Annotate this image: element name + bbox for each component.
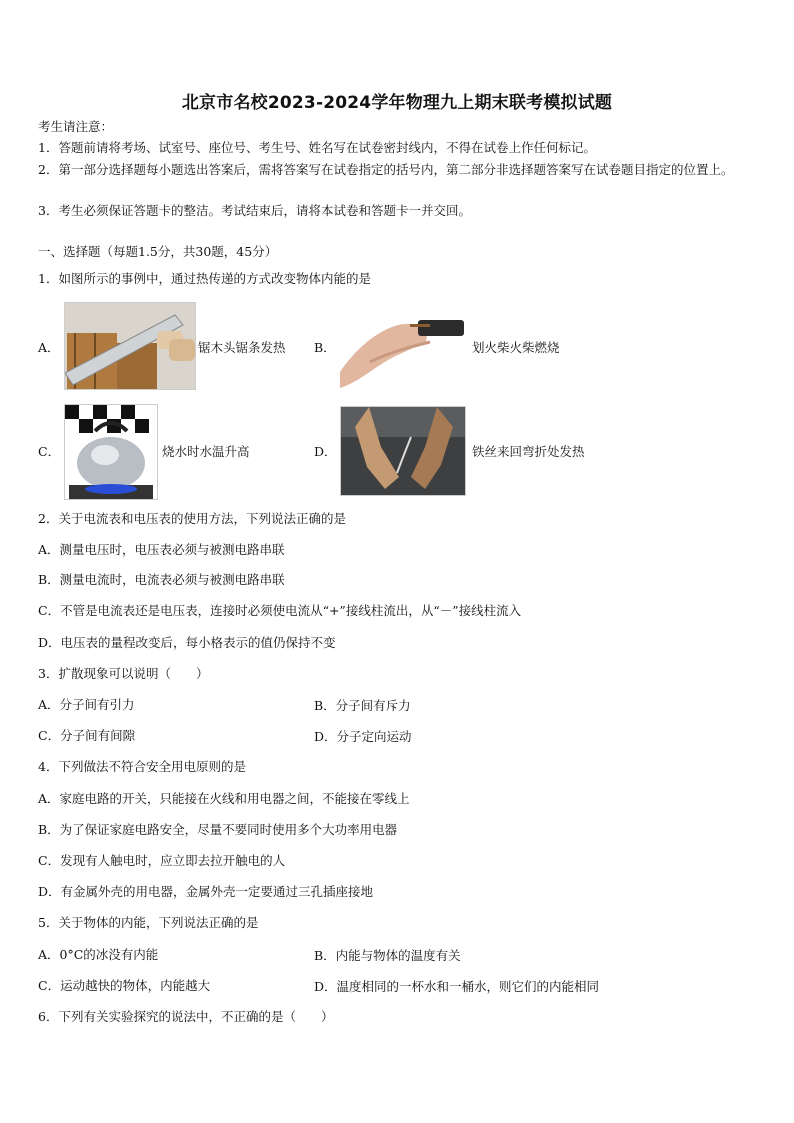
page-title: 北京市名校2023-2024学年物理九上期末联考模拟试题: [181, 93, 613, 113]
q5-option-d: D．温度相同的一杯水和一桶水，则它们的内能相同: [314, 979, 600, 994]
q2-stem: 2．关于电流表和电压表的使用方法，下列说法正确的是: [38, 511, 346, 526]
q1-option-a-label: A．: [38, 340, 60, 355]
q2-option-a: A．测量电压时，电压表必须与被测电路串联: [38, 542, 285, 557]
notice-heading: 考生请注意：: [38, 119, 114, 134]
q3-option-c: C．分子间有间隙: [38, 728, 136, 743]
q1-stem: 1．如图所示的事例中，通过热传递的方式改变物体内能的是: [38, 271, 371, 286]
match-strike-image: [340, 302, 466, 388]
q5-option-b: B．内能与物体的温度有关: [314, 948, 461, 963]
q4-option-d: D．有金属外壳的用电器，金属外壳一定要通过三孔插座接地: [38, 884, 374, 899]
q6-stem: 6．下列有关实验探究的说法中，不正确的是（ ）: [38, 1009, 334, 1024]
q2-option-c: C．不管是电流表还是电压表，连接时必须使电流从“+”接线柱流出，从“－”接线柱流入: [38, 603, 522, 618]
q4-option-c: C．发现有人触电时，应立即去拉开触电的人: [38, 853, 286, 868]
q4-option-b: B．为了保证家庭电路安全，尽量不要同时使用多个大功率用电器: [38, 822, 398, 837]
q1-option-b-caption: 划火柴火柴燃烧: [472, 340, 560, 355]
notice-item-1: 1．答题前请将考场、试室号、座位号、考生号、姓名写在试卷密封线内，不得在试卷上作任何标记。: [38, 140, 596, 155]
kettle-boiling-image: [64, 404, 158, 500]
q3-stem: 3．扩散现象可以说明（ ）: [38, 666, 209, 681]
q1-option-d-label: D．: [314, 444, 337, 459]
q5-stem: 5．关于物体的内能，下列说法正确的是: [38, 915, 259, 930]
q1-option-a-caption: 锯木头锯条发热: [198, 340, 286, 355]
q2-option-b: B．测量电流时，电流表必须与被测电路串联: [38, 572, 285, 587]
notice-item-2: 2．第一部分选择题每小题选出答案后，需将答案写在试卷指定的括号内，第二部分非选择题答案写在试卷题目指定的位置上。: [38, 162, 734, 177]
q3-option-a: A．分子间有引力: [38, 697, 135, 712]
q2-option-d: D．电压表的量程改变后，每小格表示的值仍保持不变: [38, 635, 336, 650]
q1-option-b-label: B．: [314, 340, 336, 355]
q3-option-d: D．分子定向运动: [314, 729, 412, 744]
q4-option-a: A．家庭电路的开关，只能接在火线和用电器之间，不能接在零线上: [38, 791, 410, 806]
q5-option-c: C．运动越快的物体，内能越大: [38, 978, 211, 993]
q5-option-a: A．0°C的冰没有内能: [38, 947, 159, 962]
q1-option-d-caption: 铁丝来回弯折处发热: [472, 444, 585, 459]
q3-option-b: B．分子间有斥力: [314, 698, 411, 713]
q1-option-c-label: C．: [38, 444, 61, 459]
section-heading: 一、选择题（每题1.5分，共30题，45分）: [38, 244, 278, 259]
wire-bending-image: [340, 406, 466, 496]
q1-option-c-caption: 烧水时水温升高: [162, 444, 250, 459]
saw-wood-image: [64, 302, 196, 390]
notice-item-3: 3．考生必须保证答题卡的整洁。考试结束后，请将本试卷和答题卡一并交回。: [38, 203, 471, 218]
q4-stem: 4．下列做法不符合安全用电原则的是: [38, 759, 246, 774]
